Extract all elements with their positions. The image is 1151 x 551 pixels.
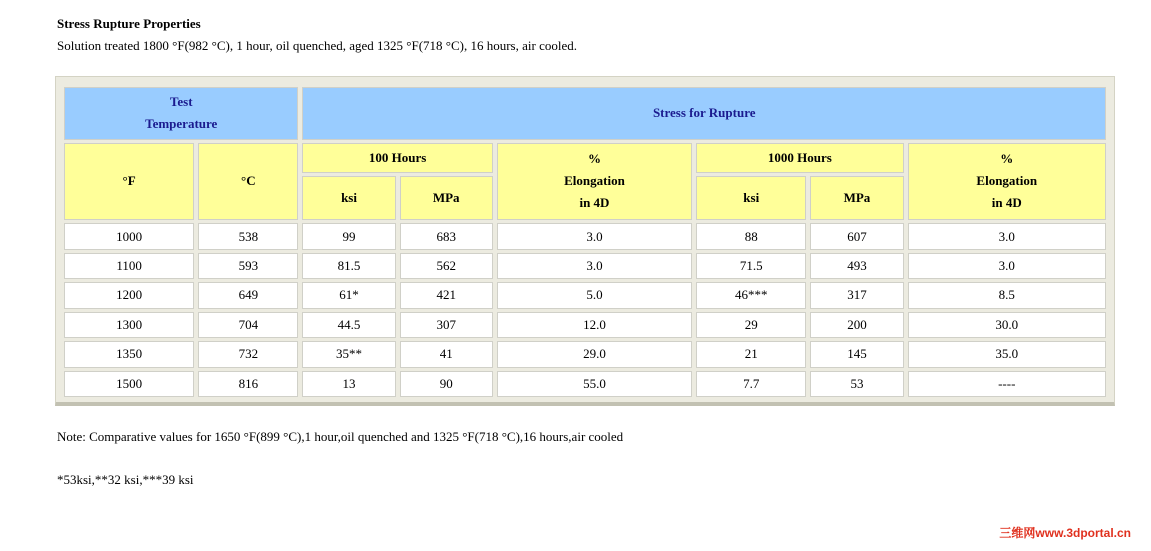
elongation-100-line1: %	[587, 151, 601, 167]
elongation-100-line3: in 4D	[579, 195, 610, 211]
elongation-1000-line2: Elongation	[976, 173, 1038, 189]
elongation-1000-line1: %	[1000, 151, 1014, 167]
cell-temp-f: 1500	[64, 371, 194, 397]
cell-ksi-1000: 88	[696, 223, 806, 249]
cell-mpa-100: 562	[400, 253, 493, 279]
cell-elongation-1000: 30.0	[908, 312, 1106, 338]
hours-1000-header: 1000 Hours	[696, 143, 903, 174]
mpa-100-header: MPa	[400, 176, 493, 220]
cell-temp-f: 1000	[64, 223, 194, 249]
table-row	[64, 282, 1106, 308]
cell-mpa-100: 421	[400, 282, 493, 308]
cell-ksi-100: 44.5	[302, 312, 395, 338]
stress-rupture-table	[60, 84, 1110, 400]
cell-temp-f: 1350	[64, 341, 194, 367]
cell-elongation-1000: 8.5	[908, 282, 1106, 308]
table-body	[64, 223, 1106, 397]
cell-temp-f: 1100	[64, 253, 194, 279]
cell-temp-c: 704	[198, 312, 298, 338]
elongation-1000-header	[908, 143, 1106, 221]
cell-mpa-100: 683	[400, 223, 493, 249]
cell-mpa-1000: 53	[810, 371, 903, 397]
test-temperature-header	[64, 87, 298, 140]
cell-ksi-100: 99	[302, 223, 395, 249]
cell-elongation-1000: ----	[908, 371, 1106, 397]
cell-ksi-100: 81.5	[302, 253, 395, 279]
cell-ksi-1000: 46***	[696, 282, 806, 308]
watermark: 三维网www.3dportal.cn	[999, 526, 1131, 540]
cell-ksi-1000: 7.7	[696, 371, 806, 397]
table-row	[64, 371, 1106, 397]
cell-mpa-100: 307	[400, 312, 493, 338]
cell-elongation-100: 29.0	[497, 341, 692, 367]
cell-mpa-100: 41	[400, 341, 493, 367]
table-row	[64, 312, 1106, 338]
col-fahrenheit-header: °F	[64, 143, 194, 221]
footnote: *53ksi,**32 ksi,***39 ksi	[57, 472, 194, 487]
cell-ksi-1000: 71.5	[696, 253, 806, 279]
cell-elongation-100: 5.0	[497, 282, 692, 308]
cell-elongation-100: 3.0	[497, 253, 692, 279]
cell-elongation-1000: 3.0	[908, 253, 1106, 279]
table-row	[64, 253, 1106, 279]
elongation-1000-line3: in 4D	[991, 195, 1022, 211]
comparative-note: Note: Comparative values for 1650 °F(899 °C),1 hour,oil quenched and 1325 °F(718 °C),16 hours,air cooled	[57, 429, 624, 444]
table-row	[64, 223, 1106, 249]
cell-ksi-1000: 29	[696, 312, 806, 338]
cell-mpa-1000: 493	[810, 253, 903, 279]
cell-ksi-100: 61*	[302, 282, 395, 308]
cell-ksi-1000: 21	[696, 341, 806, 367]
cell-temp-c: 593	[198, 253, 298, 279]
test-temperature-line2: Temperature	[145, 116, 218, 132]
page-title: Stress Rupture Properties	[57, 16, 201, 31]
cell-temp-c: 732	[198, 341, 298, 367]
table-row	[64, 341, 1106, 367]
col-celsius-header: °C	[198, 143, 298, 221]
ksi-100-header: ksi	[302, 176, 395, 220]
test-temperature-line1: Test	[169, 94, 193, 110]
cell-elongation-100: 55.0	[497, 371, 692, 397]
stress-for-rupture-header: Stress for Rupture	[302, 87, 1106, 140]
hours-100-header: 100 Hours	[302, 143, 492, 174]
cell-temp-f: 1200	[64, 282, 194, 308]
cell-elongation-1000: 3.0	[908, 223, 1106, 249]
ksi-1000-header: ksi	[696, 176, 806, 220]
elongation-100-header	[497, 143, 692, 221]
table-header	[64, 87, 1106, 220]
cell-ksi-100: 35**	[302, 341, 395, 367]
cell-elongation-1000: 35.0	[908, 341, 1106, 367]
cell-ksi-100: 13	[302, 371, 395, 397]
cell-elongation-100: 3.0	[497, 223, 692, 249]
elongation-100-line2: Elongation	[564, 173, 625, 189]
cell-mpa-1000: 145	[810, 341, 903, 367]
cell-elongation-100: 12.0	[497, 312, 692, 338]
cell-temp-c: 649	[198, 282, 298, 308]
cell-mpa-1000: 317	[810, 282, 903, 308]
cell-temp-c: 816	[198, 371, 298, 397]
cell-temp-f: 1300	[64, 312, 194, 338]
mpa-1000-header: MPa	[810, 176, 903, 220]
cell-temp-c: 538	[198, 223, 298, 249]
cell-mpa-1000: 607	[810, 223, 903, 249]
cell-mpa-1000: 200	[810, 312, 903, 338]
cell-mpa-100: 90	[400, 371, 493, 397]
page-subtitle: Solution treated 1800 °F(982 °C), 1 hour, oil quenched, aged 1325 °F(718 °C), 16 hours, air cooled.	[57, 38, 577, 53]
